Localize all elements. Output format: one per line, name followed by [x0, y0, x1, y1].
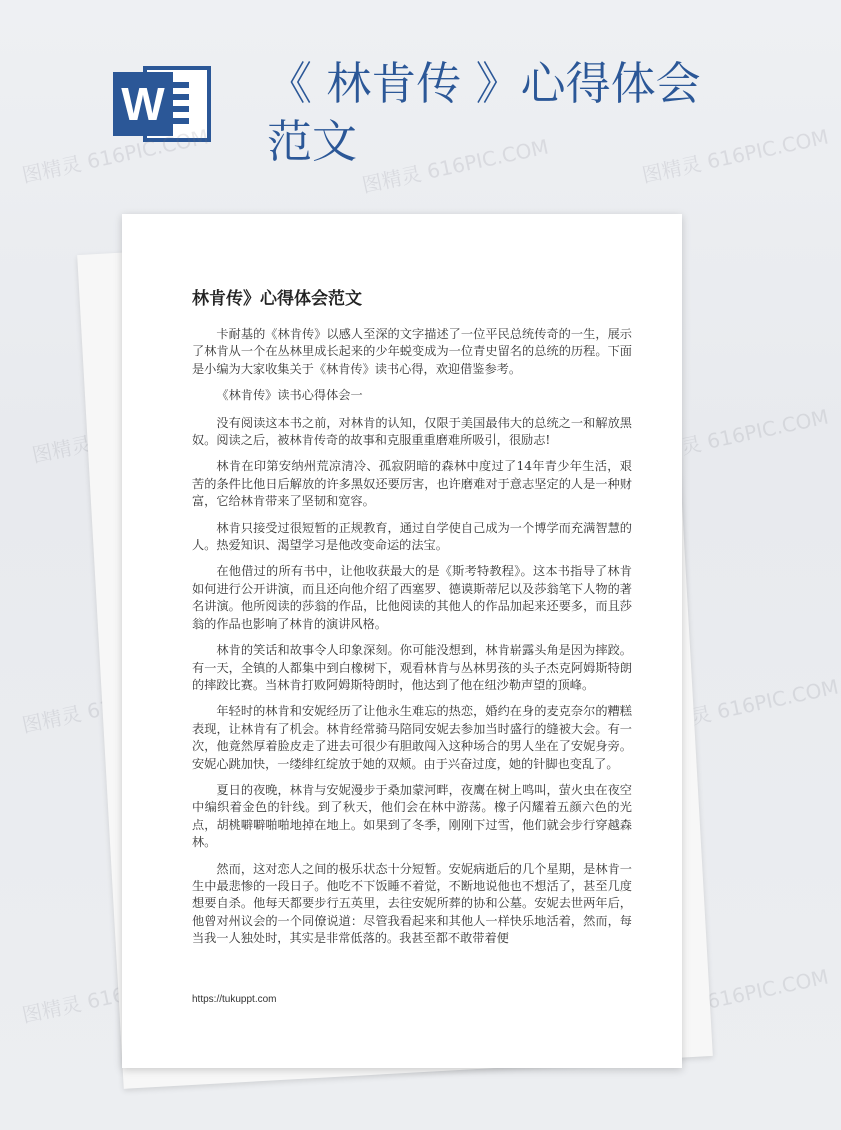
watermark-text: 图精灵 616PIC.COM	[639, 124, 831, 188]
paragraph: 林肯只接受过很短暂的正规教育，通过自学使自己成为一个博学而充满智慧的人。热爱知识、渴望学习是他改变命运的法宝。	[192, 520, 632, 553]
watermark-text: 图精灵 616PIC.COM	[639, 964, 831, 1028]
watermark-text: 图精灵 616PIC.COM	[19, 124, 211, 188]
word-icon-letter: W	[113, 72, 173, 136]
paragraph: 年轻时的林肯和安妮经历了让他永生难忘的热恋，婚约在身的麦克奈尔的糟糕表现，让林肯有了机会。林肯经常骑马陪同安妮去参加当时盛行的缝被大会。有一次，他竟然厚着脸皮走了进去可很少有胆敢闯入这种场合的男人坐在了安妮身旁。安妮心跳加快，一缕绯红绽放于她的双颊。由于兴奋过度，她的针脚也变乱了。	[192, 704, 632, 771]
document-body	[192, 326, 632, 957]
header	[0, 0, 800, 210]
paragraph: 林肯在印第安纳州荒凉清冷、孤寂阴暗的森林中度过了14年青少年生活，艰苦的条件比他日后解放的许多黑奴还要厉害，也许磨难对于意志坚定的人是一种财富，它给林肯带来了坚韧和宽容。	[192, 459, 632, 509]
document-page	[122, 214, 682, 1068]
word-icon	[113, 62, 215, 146]
watermark-text: 图精灵 616PIC.COM	[639, 404, 831, 468]
watermark-text: 图精灵	[19, 701, 84, 738]
footer-url[interactable]: https://tukuppt.com	[192, 994, 277, 1005]
section-heading: 《林肯传》读书心得体会一	[216, 388, 363, 403]
paragraph: 然而，这对恋人之间的极乐状态十分短暂。安妮病逝后的几个星期，是林肯一生中最悲惨的一段日子。他吃不下饭睡不着觉，不断地说他也不想活了，甚至几度想要自杀。他每天都要步行五英里，去往安妮所葬的协和公墓。安妮去世两年后，他曾对州议会的一个同僚说道：尽管我看起来和其他人一样快乐地活着，然而，每当我一人独处时，其实是非常低落的。我甚至都不敢带着便	[192, 861, 632, 946]
watermark-text: 图精灵 616PIC.COM	[359, 134, 551, 198]
paragraph: 夏日的夜晚，林肯与安妮漫步于桑加蒙河畔，夜鹰在树上鸣叫，萤火虫在夜空中编织着金色的针线。到了秋天，他们会在林中游荡。橡子闪耀着五颜六色的光点，胡桃噼噼啪啪地掉在地上。如果到了冬季，刚刚下过雪，他们就会步行穿越森林。	[192, 782, 632, 850]
paragraph: 没有阅读这本书之前，对林肯的认知，仅限于美国最伟大的总统之一和解放黑奴。阅读之后，被林肯传奇的故事和克服重重磨难所吸引，很励志!	[192, 415, 632, 448]
document-title: 林肯传》心得体会范文	[192, 289, 362, 309]
watermark-text: 图精灵	[29, 431, 94, 468]
watermark-text: 图精灵 616PIC.COM	[649, 674, 841, 738]
watermark-text: 图精灵 616PIC.COM	[19, 964, 211, 1028]
paragraph: 在他借过的所有书中，让他收获最大的是《斯考特教程》。这本书指导了林肯如何进行公开讲演，而且还向他介绍了西塞罗、德谟斯蒂尼以及莎翁笔下人物的著名讲演。他所阅读的莎翁的作品，比他阅读的其他人的作品加起来还要多，而且莎翁的作品也影响了林肯的演讲风格。	[192, 564, 632, 631]
page-title: 《 林肯传 》心得体会范文	[267, 57, 701, 168]
paragraph: 林肯的笑话和故事令人印象深刻。你可能没想到，林肯崭露头角是因为摔跤。有一天，全镇的人都集中到白橡树下，观看林肯与丛林男孩的头子杰克阿姆斯特朗的摔跤比赛。当林肯打败阿姆斯特朗时，他达到了他在纽沙勒声望的顶峰。	[192, 643, 632, 692]
paragraph: 卡耐基的《林肯传》以感人至深的文字描述了一位平民总统传奇的一生，展示了林肯从一个在丛林里成长起来的少年蜕变成为一位青史留名的总统的历程。下面是小编为大家收集关于《林肯传》读书心得，欢迎借鉴参考。	[192, 327, 632, 376]
